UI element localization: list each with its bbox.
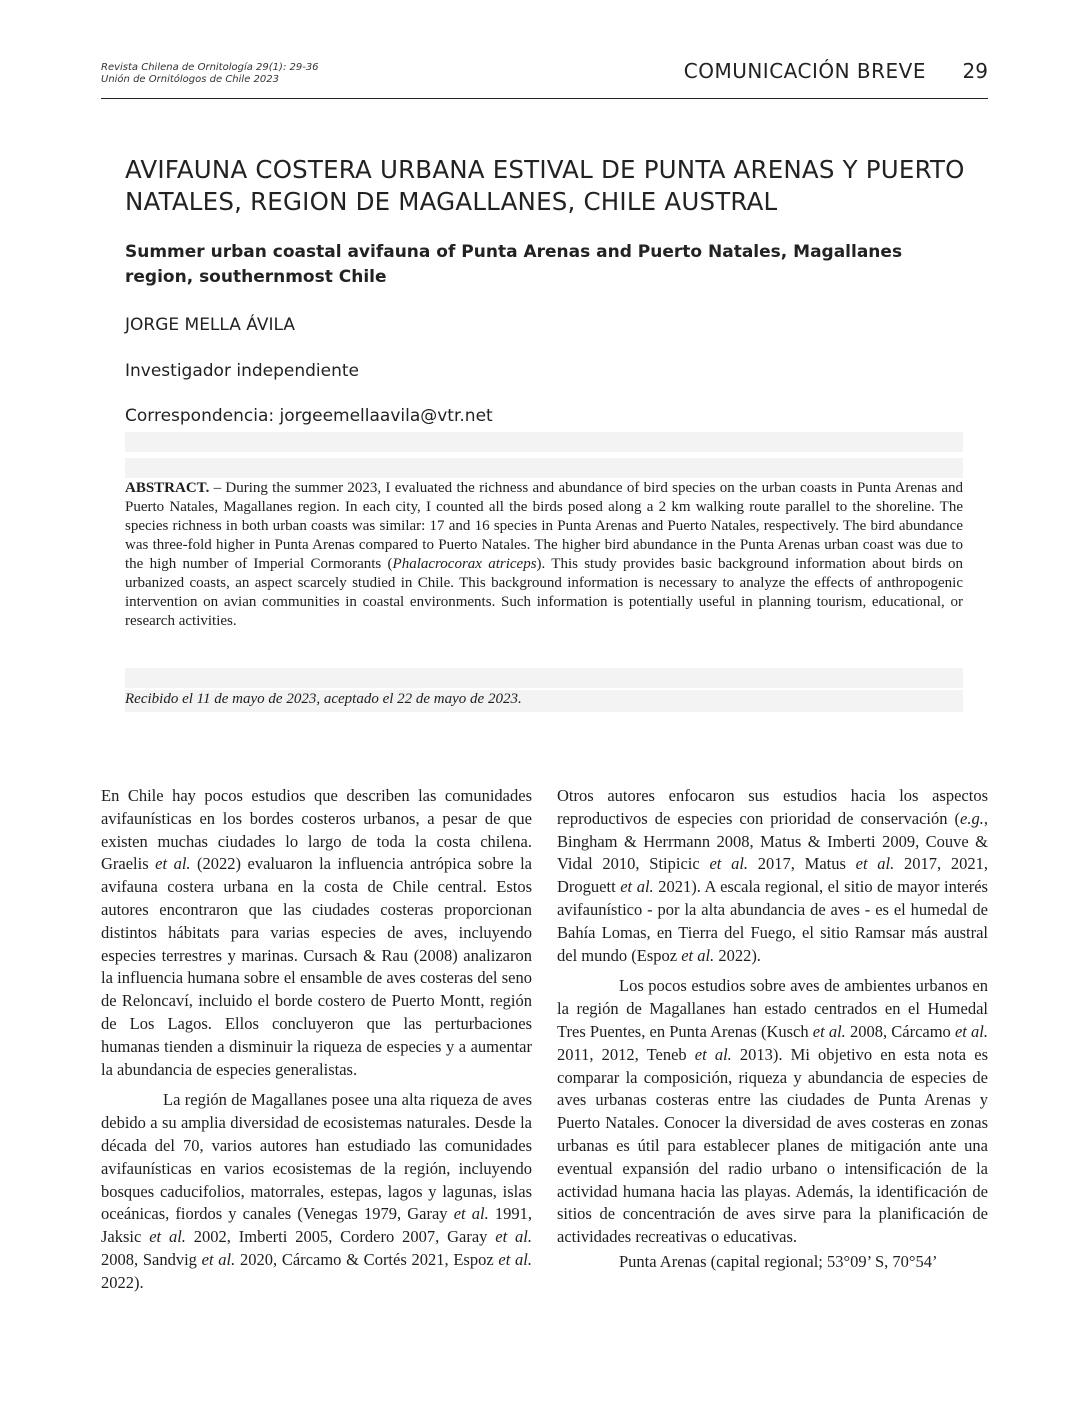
body-paragraph: Punta Arenas (capital regional; 53°09’ S, 70°54’ — [619, 1251, 938, 1271]
text-run: La región de Magallanes posee una alta riqueza de aves debido a su amplia diversidad de ecosistemas naturales. Desde la década del 70, varios autores han estudiado las comunidades avifaunísticas en varios ecosistemas de la región, incluyendo bosques caducifolios, matorrales, estepas, lagos y lagunas, islas oceánicas, fiordos y canales (Venegas 1979, Garay — [101, 1090, 532, 1224]
et-al: et al. — [620, 877, 654, 897]
text-run: 2008, Cárcamo — [845, 1021, 955, 1041]
text-run: Otros autores enfocaron sus estudios hacia los aspectos reproductivos de especies con prioridad de conservación ( — [557, 786, 988, 828]
body-paragraph — [101, 785, 532, 1081]
text-run: 2002, Imberti 2005, Cordero 2007, Garay — [185, 1227, 496, 1247]
text-run: 2017, Matus — [748, 854, 856, 874]
abstract-species: Phalacrocorax atriceps — [392, 556, 537, 572]
et-al: et al. — [954, 1021, 988, 1041]
et-al: et al. — [681, 945, 715, 965]
body-column-right — [557, 785, 988, 1274]
et-al: et al. — [855, 854, 895, 874]
et-al: et al. — [149, 1227, 186, 1247]
received-dates: Recibido el 11 de mayo de 2023, aceptado el 22 de mayo de 2023. — [125, 691, 522, 707]
abstract-band-top — [125, 432, 963, 452]
et-al: et al. — [694, 1044, 732, 1064]
body-paragraph — [557, 785, 988, 967]
journal-citation-line-1: Revista Chilena de Ornitología 29(1): 29-36 — [101, 62, 319, 73]
section-label: COMUNICACIÓN BREVE — [683, 59, 926, 83]
journal-citation-line-2: Unión de Ornitólogos de Chile 2023 — [101, 74, 279, 85]
text-run: 2008, Sandvig — [101, 1249, 202, 1269]
body-paragraph — [101, 1089, 532, 1294]
et-al: et al. — [498, 1249, 532, 1269]
text-run: 1991, Jaksic — [101, 1204, 533, 1247]
text-run: 2017, 2021, Droguett — [557, 854, 988, 897]
text-run: 2022). — [101, 1272, 144, 1292]
text-run: (2022) evaluaron la influencia antrópica sobre la avifauna costera urbana en la costa de Chile central. Estos autores encontraron que las ciudades costeras proporcionan distintos hábitats para varias especies de aves, incluyendo especies terrestres y marinas. Cursach & Rau (2008) analizaron la influencia humana sobre el ensamble de aves costeras del seno de Reloncaví, incluido el borde costero de Puerto Montt, región de Los Lagos. Ellos concluyeron que las perturbaciones humanas tienden a disminuir la riqueza de especies y a aumentar la abundancia de especies generalistas. — [101, 854, 532, 1079]
et-al: et al. — [495, 1227, 532, 1247]
text-run: 2020, Cárcamo & Cortés 2021, Espoz — [235, 1249, 499, 1269]
header-rule — [101, 98, 988, 99]
article-subtitle: Summer urban coastal avifauna of Punta Arenas and Puerto Natales, Magallanes region, southernmost Chile — [125, 242, 903, 287]
body-paragraph — [557, 975, 988, 1249]
text-run: Los pocos estudios sobre aves de ambientes urbanos en la región de Magallanes han estado centrados en el Humedal Tres Puentes, en Punta Arenas (Kusch — [557, 976, 988, 1041]
text-run: , Bingham & Herrmann 2008, Matus & Imberti 2009, Couve & Vidal 2010, Stipicic — [557, 808, 988, 874]
abstract-lead: ABSTRACT. — [125, 480, 210, 496]
text-run: 2021). A escala regional, el sitio de mayor interés avifaunístico - por la alta abundancia de aves - es el humedal de Bahía Lomas, en Tierra del Fuego, el sitio Ramsar más austral del mundo (Espoz — [557, 877, 988, 965]
et-al: et al. — [709, 854, 749, 874]
author-affiliation: Investigador independiente — [125, 361, 359, 381]
text-run: 2022). — [714, 945, 761, 965]
et-al: et al. — [201, 1249, 236, 1269]
correspondence: Correspondencia: jorgeemellaavila@vtr.net — [125, 406, 493, 426]
body-column-left — [101, 785, 532, 1295]
et-al: et al. — [812, 1021, 846, 1041]
author-name: JORGE MELLA ÁVILA — [125, 315, 295, 335]
abstract-band-bottom — [125, 668, 963, 688]
abstract — [125, 479, 963, 631]
text-run: 2011, 2012, Teneb — [557, 1044, 695, 1064]
abstract-text-2: ). This study provides basic background information about birds on urbanized coasts, an aspect scarcely studied in Chile. This background information is necessary to analyze the effects of anthropogenic intervention on avian communities in coastal environments. Such information is potentially useful in planning tourism, educational, or research activities. — [125, 556, 964, 629]
abstract-text-1: – During the summer 2023, I evaluated the richness and abundance of bird species on the urban coasts in Punta Arenas and Puerto Natales, Magallanes region. In each city, I counted all the birds posed along a 2 km walking route parallel to the shoreline. The species richness in both urban coasts was similar: 17 and 16 species in Punta Arenas and Puerto Natales, respectively. The bird abundance was three-fold higher in Punta Arenas compared to Puerto Natales. The higher bird abundance in the Punta Arenas urban coast was due to the high number of Imperial Cormorants ( — [125, 480, 963, 572]
text-run: 2013). Mi objetivo en esta nota es comparar la composición, riqueza y abundancia de especies de aves urbanas costeras entre las ciudades de Punta Arenas y Puerto Natales. Conocer la diversidad de aves costeras en zonas urbanas es útil para establecer planes de mitigación ante una eventual expansión del radio urbano o intensificación de la actividad humana hacia las playas. Además, la identificación de sitios de concentración de aves sirve para la planificación de actividades recreativas o educativas. — [557, 1044, 988, 1247]
et-al: et al. — [155, 854, 191, 874]
eg: e.g. — [960, 808, 984, 828]
page-number: 29 — [962, 59, 988, 83]
text-run: En Chile hay pocos estudios que describen las comunidades avifaunísticas en los bordes costeros urbanos, a pesar de que existen muchas ciudades lo largo de toda la costa chilena. Graelis — [101, 786, 532, 874]
article-title: AVIFAUNA COSTERA URBANA ESTIVAL DE PUNTA ARENAS Y PUERTO NATALES, REGION DE MAGALLANES, CHILE AUSTRAL — [125, 155, 965, 216]
abstract-band-top-2 — [125, 458, 963, 478]
journal-citation — [101, 62, 319, 86]
et-al: et al. — [453, 1204, 489, 1224]
